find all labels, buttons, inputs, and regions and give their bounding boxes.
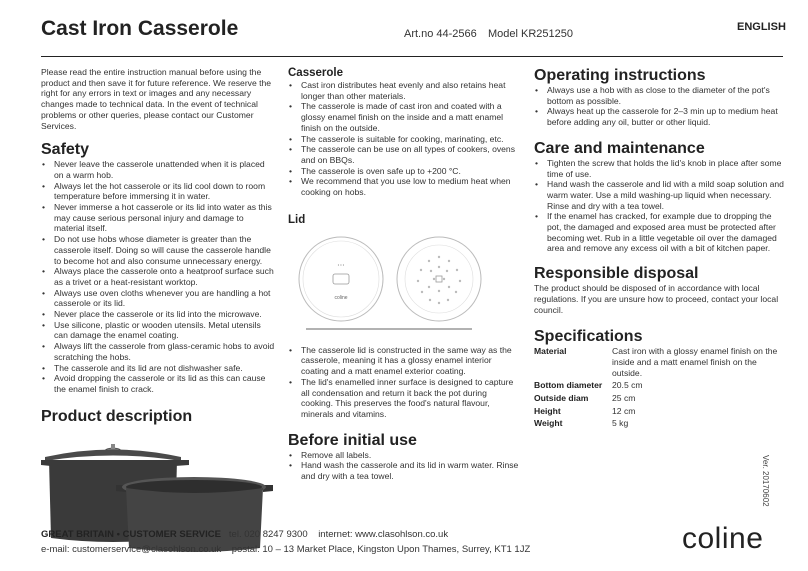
list-item: • The casserole and its lid are not dishwasher safe. [41, 363, 275, 374]
footer-tel: tel. 020 8247 9300 [228, 529, 308, 540]
before-initial-use-heading: Before initial use [288, 431, 417, 449]
article-number: Art.no 44-2566 [404, 28, 477, 40]
lid-list [288, 345, 520, 420]
list-item: • Cast iron distributes heat evenly and also retains heat longer than other materials. [288, 80, 520, 101]
list-item: • Always place the casserole onto a heatproof surface such as a trivet or a heat-resistant worktop. [41, 266, 275, 287]
casserole-list [288, 80, 520, 198]
list-item: • Never place the casserole or its lid into the microwave. [41, 309, 275, 320]
footer-internet: internet: www.clasohlson.co.uk [318, 529, 449, 540]
spec-value: 12 cm [612, 405, 636, 416]
list-item: • The casserole is suitable for cooking, marinating, etc. [288, 134, 520, 145]
column-right [534, 66, 784, 431]
intro-text: Please read the entire instruction manual before using the product and then save it for future reference. We reserve the right for any errors in text or images and any necessary changes made to technical data. In the event of technical problems or other queries, please contact our Customer Services. [41, 67, 272, 131]
spec-value: 20.5 cm [612, 380, 643, 391]
table-row [534, 393, 784, 406]
table-row [534, 346, 784, 380]
lid-heading: Lid [288, 213, 306, 226]
spec-label: Weight [534, 418, 563, 429]
disposal-heading: Responsible disposal [534, 265, 699, 283]
table-row [534, 406, 784, 419]
specifications-heading: Specifications [534, 328, 643, 346]
list-item: • Remove all labels. [288, 450, 520, 461]
svg-text:• • •: • • • [337, 261, 345, 267]
safety-heading: Safety [41, 141, 90, 159]
before-initial-use-list [288, 450, 520, 482]
lid-logo-text: coline [334, 294, 348, 301]
list-item: • Always use a hob with as close to the diameter of the pot's bottom as possible. [534, 85, 784, 106]
care-list [534, 158, 784, 254]
column-left [41, 67, 275, 555]
footer-postal: postal: 10 – 13 Market Place, Kingston Upon Thames, Surrey, KT1 1JZ [231, 544, 531, 555]
language-label: ENGLISH [737, 21, 786, 33]
list-item: • The casserole is made of cast iron and coated with a glossy enamel finish on the inside and a matt enamel finish on the outside. [288, 101, 520, 133]
list-item: • The casserole is oven safe up to +200 °C. [288, 166, 520, 177]
column-middle [288, 66, 520, 482]
list-item: • The casserole can be use on all types of cookers, ovens and on BBQs. [288, 144, 520, 165]
footer-address-line [41, 544, 530, 555]
list-item: • Tighten the screw that holds the lid's knob in place after some time of use. [534, 158, 784, 179]
list-item: • Always heat up the casserole for 2–3 min up to medium heat before adding any oil, butter or other liquid. [534, 106, 784, 127]
specifications-table [534, 346, 784, 431]
list-item: • Never immerse a hot casserole or its lid into water as this may cause serious personal injury and damage to material itself. [41, 202, 275, 234]
care-heading: Care and maintenance [534, 139, 705, 157]
list-item: • Always use oven cloths whenever you are handling a hot casserole or its lid. [41, 288, 275, 309]
list-item: • If the enamel has cracked, for example due to dropping the pot, the damaged and exposed area must be protected after becoming wet. Rub in a little vegetable oil over the damaged area and remove any excess oil with a bit of kitchen paper. [534, 211, 784, 254]
list-item: • The casserole lid is constructed in the same way as the casserole, meaning it has a glossy enamel interior coating and a matt enamel exterior coating. [288, 345, 520, 377]
list-item: • Never leave the casserole unattended when it is placed on a warm hob. [41, 159, 275, 180]
spec-value: Cast iron with a glossy enamel finish on the inside and a matt enamel finish on the outside. [612, 346, 778, 378]
list-item: • Hand wash the casserole and lid with a mild soap solution and warm water. Use a mild washing-up liquid when necessary. Rinse and dry with a tea towel. [534, 179, 784, 211]
disposal-text: The product should be disposed of in accordance with local regulations. If you are unsure how to proceed, contact your local council. [534, 283, 779, 315]
spec-value: 5 kg [612, 418, 629, 429]
small-casserole-image [116, 477, 273, 552]
list-item: • Always let the hot casserole or its lid cool down to room temperature before immersing it in water. [41, 181, 275, 202]
list-item: • Always lift the casserole from glass-ceramic hobs to avoid scratching the hobs. [41, 341, 275, 362]
spec-label: Material [534, 346, 567, 357]
list-item: • Avoid dropping the casserole or its lid as this can cause the enamel finish to crack. [41, 373, 275, 394]
lid-top-view-image [299, 237, 383, 321]
list-item: • Do not use hobs whose diameter is greater than the casserole itself. Doing so will cause the casserole handle to become hot and also consume unnecessary energy. [41, 234, 275, 266]
spec-label: Outside diam [534, 393, 589, 404]
brand-logo: coline [682, 522, 764, 555]
operating-instructions-heading: Operating instructions [534, 67, 706, 84]
lid-bottom-view-image [397, 237, 481, 321]
table-row [534, 380, 784, 393]
footer-email: e-mail: customerservice@clasohlson.co.uk [41, 544, 222, 555]
operating-list [534, 85, 784, 128]
header-divider [41, 56, 783, 57]
lid-illustration [288, 229, 520, 337]
product-description-heading: Product description [41, 407, 193, 425]
spec-label: Height [534, 405, 561, 416]
list-item: • Use silicone, plastic or wooden utensils. Metal utensils can damage the enamel coating. [41, 320, 275, 341]
list-item: • The lid's enamelled inner surface is designed to capture all condensation and return it back the pot during cooking. This preserves the food's natural flavour, minerals and vitamins. [288, 377, 520, 420]
table-row [534, 418, 784, 431]
document-title: Cast Iron Casserole [41, 17, 239, 40]
list-item: • Hand wash the casserole and its lid in warm water. Rinse and dry with a tea towel. [288, 460, 520, 481]
footer-contact-line [41, 529, 448, 540]
model-number: Model KR251250 [488, 28, 574, 40]
spec-label: Bottom diameter [534, 380, 603, 391]
list-item: • We recommend that you use low to medium heat when cooking on hobs. [288, 176, 520, 197]
version-label: Ver. 20170602 [761, 455, 770, 507]
spec-value: 25 cm [612, 393, 636, 404]
casserole-heading: Casserole [288, 67, 343, 79]
footer-label: GREAT BRITAIN • CUSTOMER SERVICE [41, 529, 221, 540]
safety-list [41, 159, 275, 394]
